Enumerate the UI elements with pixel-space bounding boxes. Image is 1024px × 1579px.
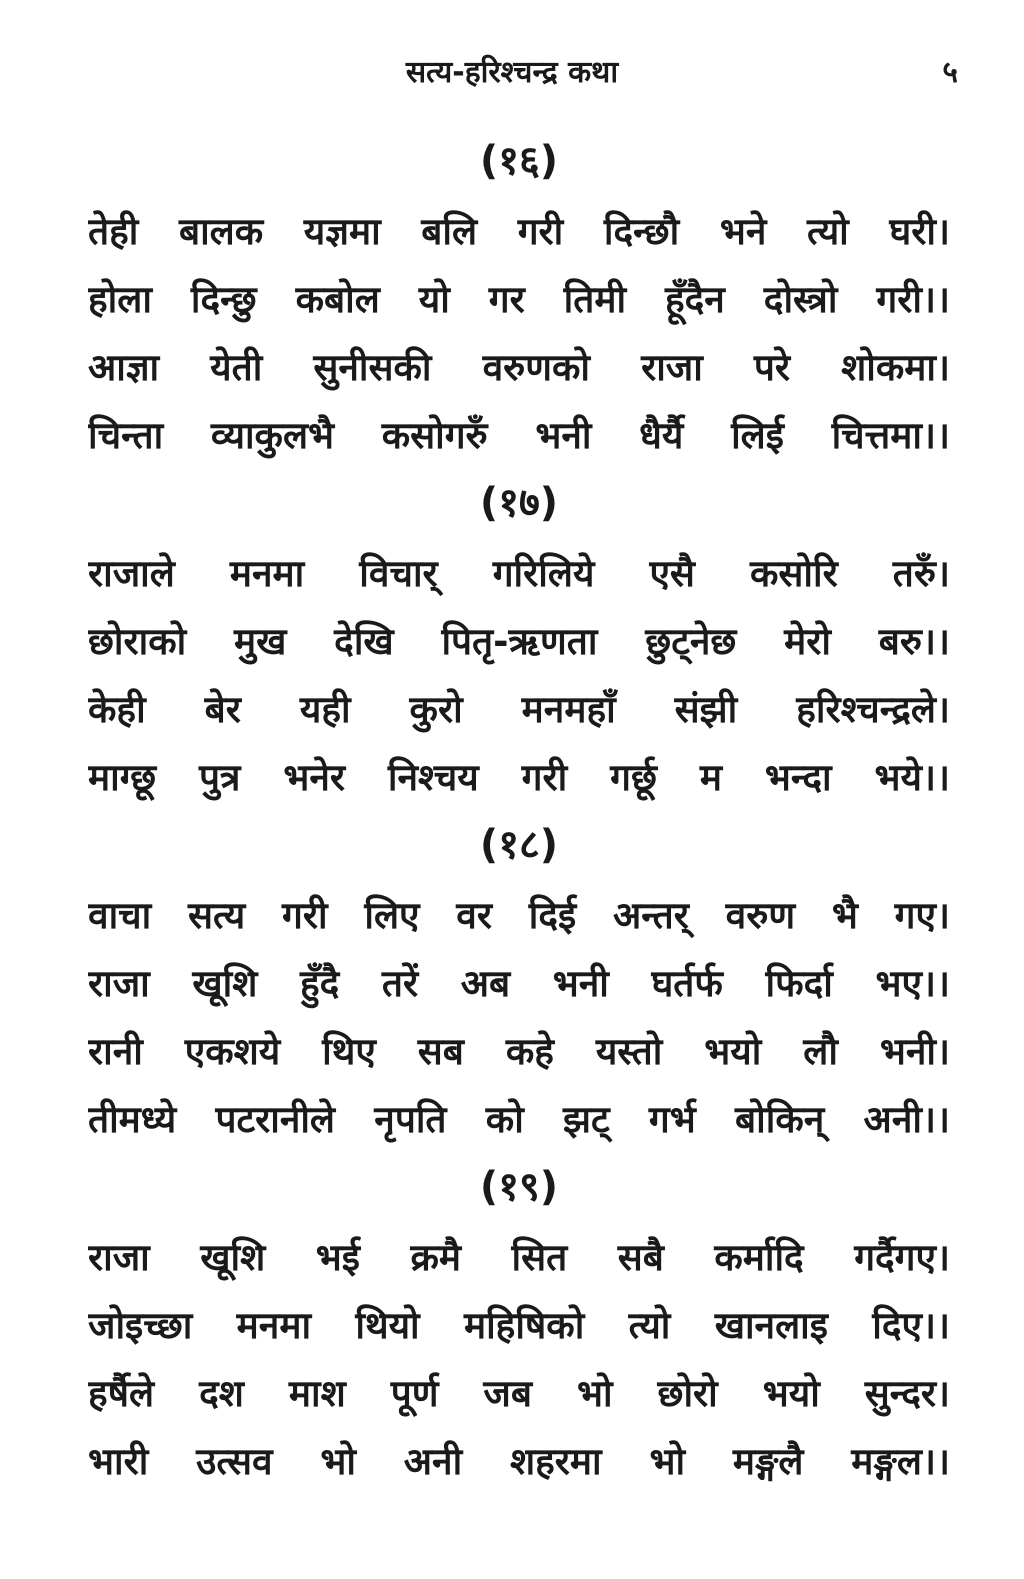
verse-line: रानी एकशये थिए सब कहे यस्तो भयो लौ भनी। (88, 1030, 950, 1073)
verse-line: राजाले मनमा विचार् गरिलिये एसै कसोरि तरुँ। (88, 552, 950, 595)
stanza-number: (१९) (479, 1164, 559, 1210)
stanza-number: (१८) (479, 822, 559, 868)
verse-line: भारी उत्सव भो अनी शहरमा भो मङ्गलै मङ्गल।। (88, 1440, 950, 1483)
verse-line: आज्ञा येती सुनीसकी वरुणको राजा परे शोकमा। (88, 346, 950, 389)
verse-body (88, 128, 950, 1496)
book-title: सत्य-हरिश्चन्द्र कथा (405, 55, 619, 90)
verse-line: छोराको मुख देखि पितृ-ऋणता छुट्नेछ मेरो बरु।। (88, 620, 950, 663)
stanza-number: (१६) (479, 138, 559, 184)
stanza-18 (88, 812, 950, 1154)
stanza-16 (88, 128, 950, 470)
verse-line: तेही बालक यज्ञमा बलि गरी दिन्छौ भने त्यो घरी। (88, 210, 950, 253)
verse-line: वाचा सत्य गरी लिए वर दिई अन्तर् वरुण भै गए। (88, 894, 950, 937)
verse-line: चिन्ता व्याकुलभै कसोगरुँ भनी धैर्यै लिई चित्तमा।। (88, 414, 950, 457)
verse-line: तीमध्ये पटरानीले नृपति को झट् गर्भ बोकिन् अनी।। (88, 1098, 950, 1141)
stanza-17 (88, 470, 950, 812)
verse-line: जोइच्छा मनमा थियो महिषिको त्यो खानलाइ दिए।। (88, 1304, 950, 1347)
stanza-19 (88, 1154, 950, 1496)
verse-line: राजा खूशि भई क्रमै सित सबै कर्मादि गर्दैगए। (88, 1236, 950, 1279)
verse-line: केही बेर यही कुरो मनमहाँ संझी हरिश्चन्द्रले। (88, 688, 950, 731)
running-header (0, 48, 1024, 98)
verse-line: माग्छू पुत्र भनेर निश्चय गरी गर्छू म भन्दा भये।। (88, 756, 950, 799)
verse-line: राजा खूशि हुँदै तरें अब भनी घर्तर्फ फिर्दा भए।। (88, 962, 950, 1005)
verse-line: होला दिन्छु कबोल यो गर तिमी हूँदैन दोस्त्रो गरी।। (88, 278, 950, 321)
page-number: ५ (942, 55, 958, 90)
stanza-number: (१७) (479, 480, 559, 526)
verse-line: हर्षैले दश माश पूर्ण जब भो छोरो भयो सुन्दर। (88, 1372, 950, 1415)
